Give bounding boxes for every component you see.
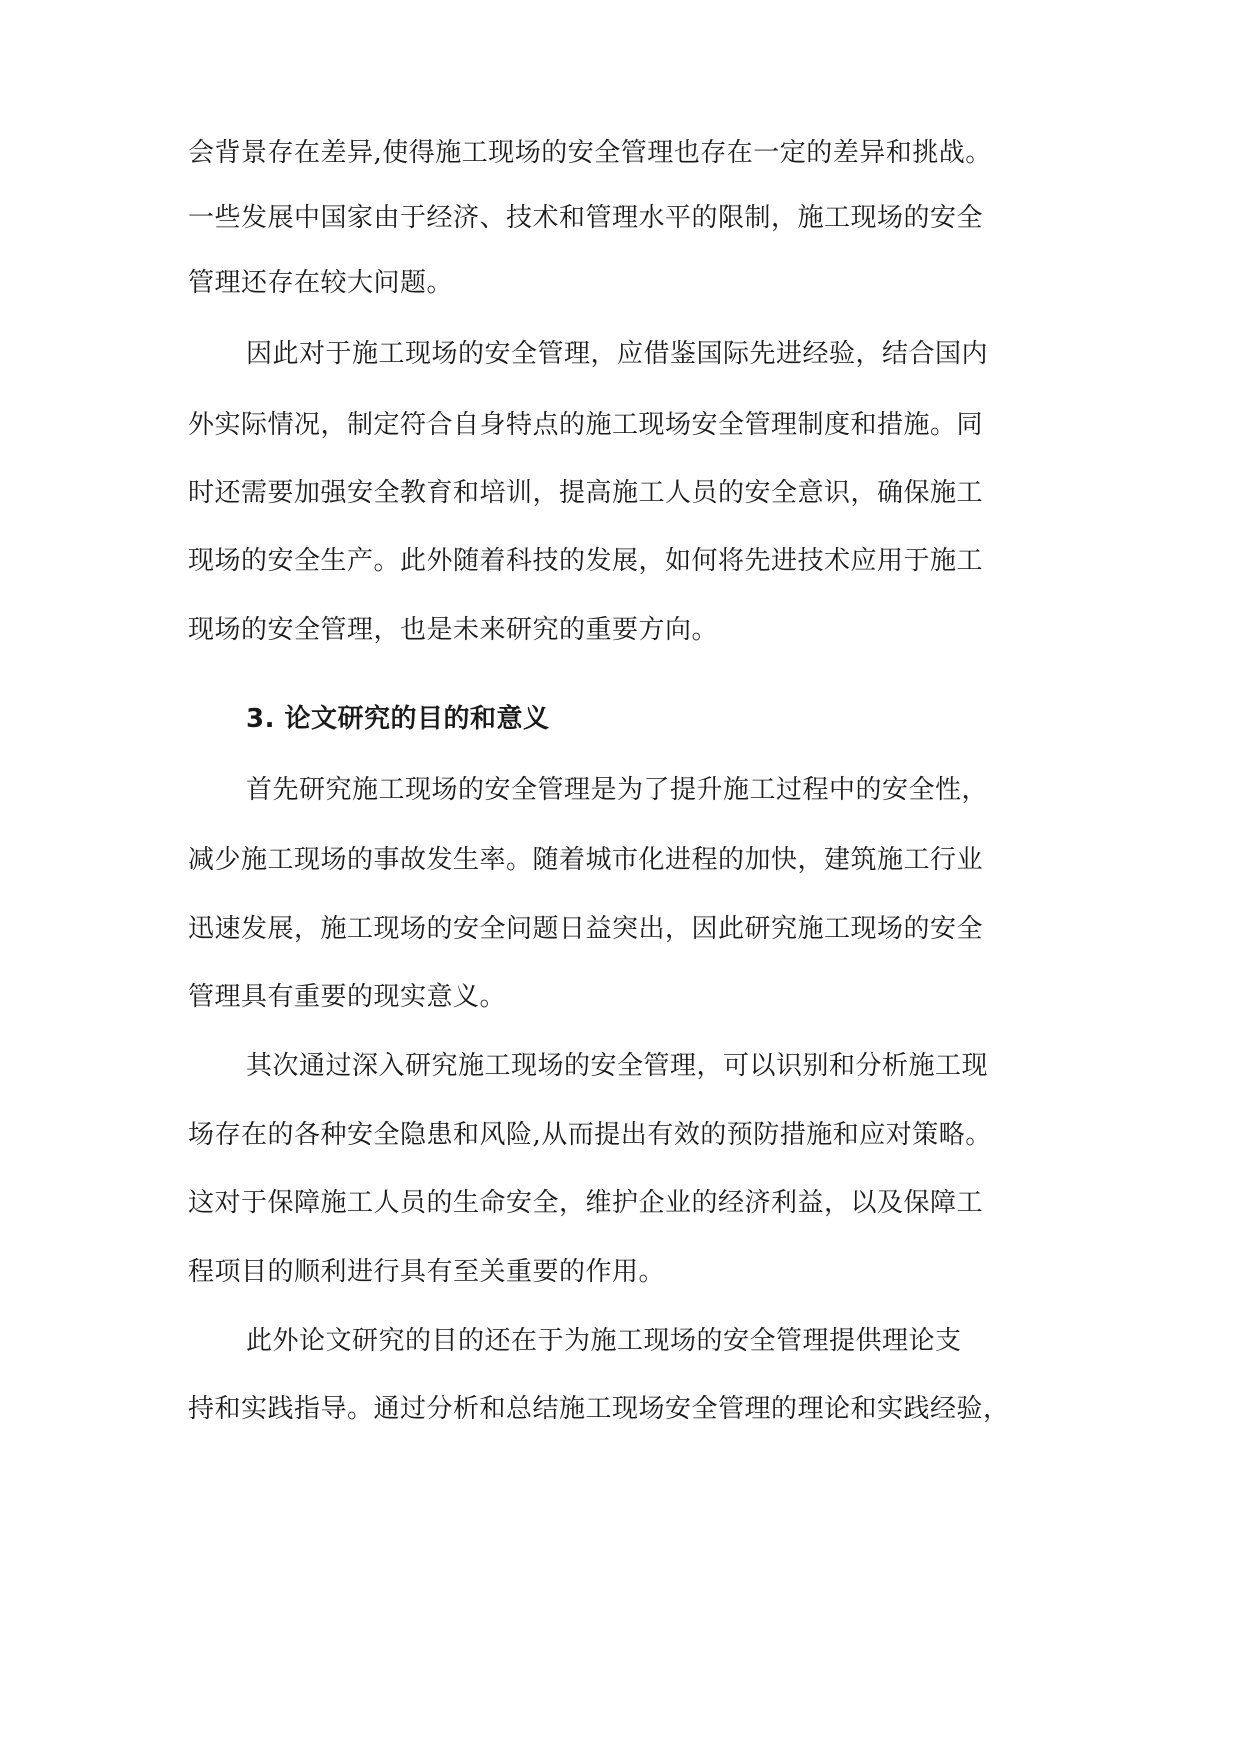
paragraph-1-line-2: 一些发展中国家由于经济、技术和管理水平的限制，施工现场的安全 (188, 203, 984, 233)
paragraph-4-line-1: 其次通过深入研究施工现场的安全管理，可以识别和分析施工现 (246, 1051, 989, 1081)
paragraph-2-line-3: 时还需要加强安全教育和培训，提高施工人员的安全意识，确保施工 (188, 478, 984, 508)
section-heading: 3. 论文研究的目的和意义 (246, 704, 550, 734)
paragraph-1-line-3: 管理还存在较大问题。 (188, 268, 454, 298)
paragraph-3-line-1: 首先研究施工现场的安全管理是为了提升施工过程中的安全性， (246, 775, 989, 805)
paragraph-2-line-4: 现场的安全生产。此外随着科技的发展，如何将先进技术应用于施工 (188, 546, 984, 576)
paragraph-2-line-2: 外实际情况，制定符合自身特点的施工现场安全管理制度和措施。同 (188, 410, 984, 440)
paragraph-5-line-2: 持和实践指导。通过分析和总结施工现场安全管理的理论和实践经验， (188, 1394, 1010, 1424)
paragraph-3-line-2: 减少施工现场的事故发生率。随着城市化进程的加快，建筑施工行业 (188, 845, 984, 875)
paragraph-2-line-5: 现场的安全管理，也是未来研究的重要方向。 (188, 615, 719, 645)
paragraph-2-line-1: 因此对于施工现场的安全管理，应借鉴国际先进经验，结合国内 (246, 339, 989, 369)
paragraph-5-line-1: 此外论文研究的目的还在于为施工现场的安全管理提供理论支 (246, 1326, 962, 1356)
paragraph-3-line-4: 管理具有重要的现实意义。 (188, 982, 507, 1012)
paragraph-4-line-3: 这对于保障施工人员的生命安全，维护企业的经济利益，以及保障工 (188, 1188, 984, 1218)
paragraph-4-line-4: 程项目的顺利进行具有至关重要的作用。 (188, 1257, 666, 1287)
paragraph-4-line-2: 场存在的各种安全隐患和风险,从而提出有效的预防措施和应对策略。 (188, 1120, 992, 1150)
paragraph-1-line-1: 会背景存在差异,使得施工现场的安全管理也存在一定的差异和挑战。 (188, 138, 992, 168)
paragraph-3-line-3: 迅速发展，施工现场的安全问题日益突出，因此研究施工现场的安全 (188, 914, 984, 944)
